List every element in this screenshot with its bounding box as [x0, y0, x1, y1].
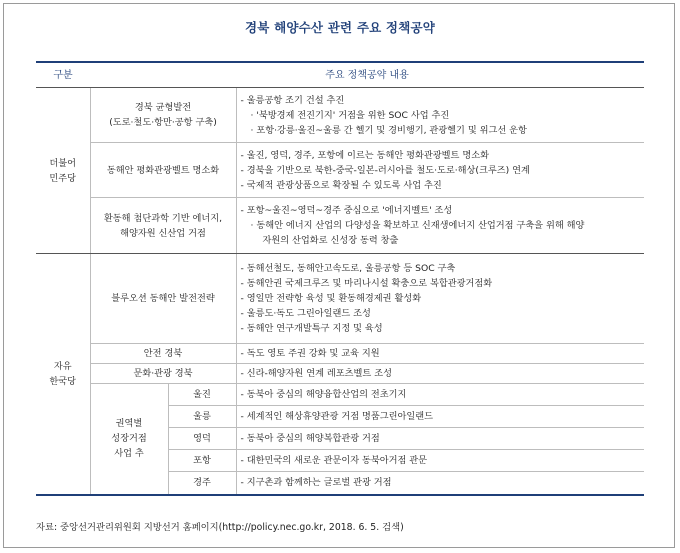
table-row: [36, 143, 644, 198]
policy-item: - 동북아 중심의 해양복합관광 거점: [240, 433, 380, 444]
category-line: (도로·철도·항만·공항 구축): [109, 117, 217, 128]
region-cell: 울릉: [168, 406, 236, 428]
regional-label-line: 권역별: [115, 418, 143, 430]
content-cell: [236, 143, 644, 198]
category-cell: [90, 88, 236, 143]
content-cell: [236, 472, 644, 495]
policy-item: - 독도 영토 주권 강화 및 교육 지원: [240, 348, 380, 359]
content-cell: [236, 364, 644, 384]
category-line: 경북 균형발전: [134, 102, 192, 113]
party-name-line: 민주당: [49, 172, 77, 184]
policy-item: - 동해안권 국제크루즈 및 마리나시설 확충으로 복합관광거점화: [240, 278, 493, 289]
region-cell: 영덕: [168, 428, 236, 450]
policy-item: - 동해선철도, 동해안고속도로, 울릉공항 등 SOC 구축: [240, 263, 456, 274]
table-row: [36, 198, 644, 254]
region-cell: 울진: [168, 384, 236, 406]
policy-item: - 국제적 관광상품으로 확장될 수 있도록 사업 추진: [240, 179, 442, 191]
table-row: [36, 88, 644, 143]
source-note: 자료: 중앙선거관리위원회 지방선거 홈페이지(http://policy.nec.go.kr, 2018. 6. 5. 검색): [36, 522, 404, 533]
table-row: [36, 384, 644, 406]
party-cell: [36, 88, 90, 254]
category-cell: 문화·관광 경북: [90, 364, 236, 384]
table-header-row: [36, 62, 644, 88]
content-cell: [236, 344, 644, 364]
category-line: 블루오션 동해안 발전전략: [111, 293, 215, 304]
table-row: [36, 364, 644, 384]
policy-item: · 동해안 에너지 산업의 다양성을 확보하고 신재생에너지 산업거점 구축을 위해 해양: [250, 220, 585, 231]
policy-item: · 포항·강릉·울진~울릉 간 헬기 및 경비행기, 관광헬기 및 위그선 운항: [250, 124, 527, 136]
content-cell: [236, 254, 644, 344]
policy-item: - 동북아 중심의 해양융합산업의 전초기지: [240, 389, 407, 400]
category-cell: [90, 143, 236, 198]
table-row: [36, 254, 644, 344]
category-line: 환동해 첨단과학 기반 에너지,: [103, 212, 223, 224]
regional-label-line: 성장거점: [111, 433, 147, 445]
page-title: 경북 해양수산 관련 주요 정책공약: [244, 20, 436, 35]
category-cell: [90, 198, 236, 254]
party-name-line: 더불어: [49, 157, 77, 169]
party-name-line: 자유: [53, 360, 72, 372]
party-cell: [36, 254, 90, 495]
regional-label-cell: [90, 384, 168, 495]
policy-item: - 동해안 연구개발특구 지정 및 육성: [240, 323, 383, 334]
header-category: 구분: [36, 62, 90, 88]
policy-item: 자원의 산업화로 신성장 동력 창출: [262, 235, 399, 246]
policy-item: - 경북을 기반으로 북한-중국-일본-러시아를 철도·도로·해상(크루즈) 연계: [240, 164, 530, 176]
header-content: 주요 정책공약 내용: [90, 62, 644, 88]
policy-item: · '북방경제 전진기지' 거점을 위한 SOC 사업 추진: [250, 109, 450, 121]
policy-item: - 영일만 전략항 육성 및 환동해경제권 활성화: [240, 293, 422, 304]
policy-item: - 울릉공항 조기 건설 추진: [240, 94, 345, 106]
policy-item: - 울진, 영덕, 경주, 포항에 이르는 동해안 평화관광벨트 명소화: [240, 149, 489, 161]
content-cell: [236, 406, 644, 428]
content-cell: [236, 450, 644, 472]
category-line: 동해안 평화관광벨트 명소화: [106, 164, 220, 176]
content-cell: [236, 88, 644, 143]
policy-item: - 세계적인 해상휴양관광 거점 명품그린아일랜드: [240, 411, 433, 422]
policy-item: - 대한민국의 새로운 관문이자 동북아거점 관문: [240, 455, 428, 466]
content-cell: [236, 198, 644, 254]
policy-item: - 울릉도·독도 그린아일랜드 조성: [240, 308, 371, 319]
content-cell: [236, 428, 644, 450]
region-cell: 경주: [168, 472, 236, 495]
party-name-line: 한국당: [49, 375, 77, 387]
policy-item: - 포항~울진~영덕~경주 중심으로 '에너지벨트' 조성: [240, 205, 453, 216]
category-cell: [90, 254, 236, 344]
category-cell: 안전 경북: [90, 344, 236, 364]
region-cell: 포항: [168, 450, 236, 472]
category-line: 해양자원 신산업 거점: [120, 227, 206, 239]
content-cell: [236, 384, 644, 406]
policy-table: [36, 61, 644, 496]
policy-item: - 지구촌과 함께하는 글로벌 관광 거점: [240, 477, 392, 489]
regional-label-line: 사업 추: [114, 448, 144, 460]
policy-item: - 신라-해양자원 연계 레포츠벨트 조성: [240, 368, 392, 379]
table-row: [36, 344, 644, 364]
